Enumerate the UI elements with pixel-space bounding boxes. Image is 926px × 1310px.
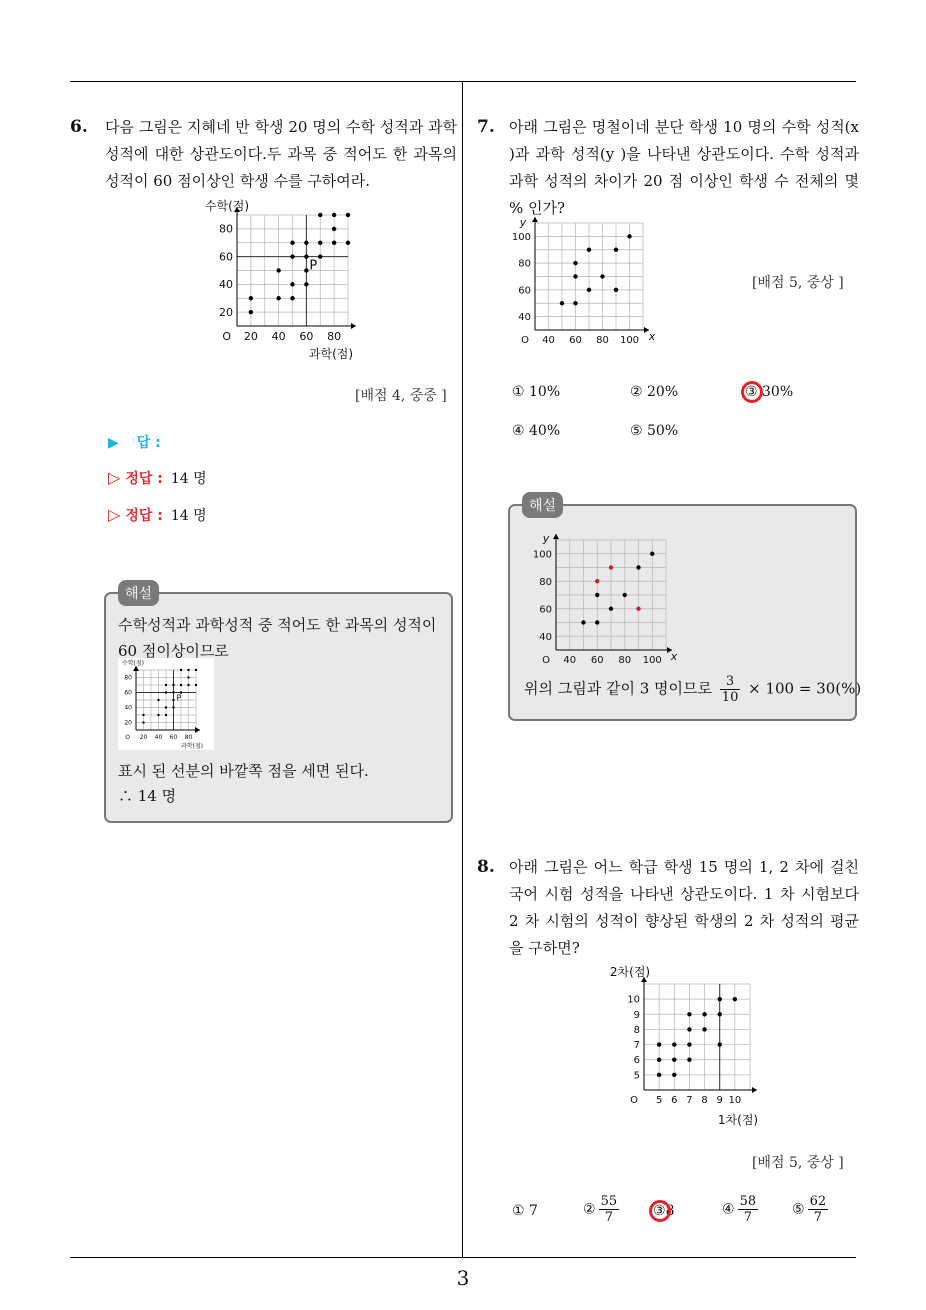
origin-label: O — [222, 330, 231, 343]
x-axis-label: 과학(점) — [308, 347, 354, 361]
q8-choice-5-den: 7 — [813, 1210, 822, 1225]
q8-choice-2-num: 55 — [600, 1194, 618, 1209]
x-tick-label: 40 — [563, 655, 577, 666]
data-point — [609, 607, 613, 611]
q7-choice-2[interactable]: ② 20% — [630, 384, 679, 400]
data-point — [702, 1027, 706, 1031]
x-tick-label: 100 — [619, 335, 640, 346]
q7-number: 7. — [477, 117, 495, 137]
y-tick-label: 5 — [633, 1070, 640, 1082]
data-point — [276, 296, 280, 300]
y-tick-label: 40 — [518, 312, 531, 324]
x-tick-label: 60 — [569, 335, 582, 346]
y-axis-label: 수학(점) — [204, 199, 250, 213]
data-point — [142, 721, 144, 723]
data-point — [165, 691, 167, 693]
q6-solution-line4: ∴ 14 명 — [118, 787, 177, 805]
q6-scatter-chart — [195, 195, 375, 365]
x-tick-label: 9 — [716, 1095, 723, 1106]
q8-question-text: 아래 그림은 어느 학급 학생 15 명의 1, 2 차에 걸친 국어 시험 성적을 나타낸 상관도이다. 1 차 시험보다 2 차 시험의 성적이 향상된 학생의 2 차 성적의 평균을 구하면? — [509, 858, 859, 957]
data-point — [172, 691, 174, 693]
x-tick-label: 7 — [686, 1095, 693, 1106]
data-point — [249, 310, 253, 314]
q8-choice-5-num: 62 — [809, 1194, 827, 1209]
top-rule — [70, 81, 856, 82]
q8-choice-3-value: 8 — [665, 1203, 675, 1219]
data-point — [573, 261, 577, 265]
q6-answer-text: 답 : — [136, 435, 161, 451]
y-tick-label: 80 — [219, 222, 233, 236]
y-tick-label: 80 — [518, 258, 531, 270]
data-point — [318, 241, 322, 245]
data-point — [573, 274, 577, 278]
y-axis-arrow-icon — [532, 217, 538, 222]
data-point — [573, 301, 577, 305]
x-axis-arrow-icon — [752, 1087, 757, 1093]
q8-choice-1-mark: ① — [512, 1203, 525, 1219]
q7-scatter-chart — [505, 214, 663, 352]
q8-choice-4[interactable] — [722, 1194, 761, 1225]
y-tick-label: 60 — [518, 285, 531, 297]
q6-correct-answer-2 — [108, 505, 207, 525]
x-tick-label: 80 — [596, 335, 609, 346]
x-axis-arrow-icon — [195, 727, 200, 733]
y-tick-label: 40 — [539, 631, 552, 643]
data-point — [687, 1058, 691, 1062]
data-point — [657, 1073, 661, 1077]
q6-number: 6. — [70, 117, 88, 137]
q6-solution-tag: 해설 — [118, 580, 159, 606]
origin-label: O — [542, 655, 550, 666]
q8-choice-2[interactable] — [583, 1194, 622, 1225]
data-point — [172, 684, 174, 686]
point-p-label: P — [176, 693, 182, 703]
data-point — [187, 669, 189, 671]
q6-question-text: 다음 그림은 지혜네 반 학생 20 명의 수학 성적과 과학 성적에 대한 상관도이다.두 과목 중 적어도 한 과목의 성적이 60 점이상인 학생 수를 구하여라. — [105, 118, 457, 190]
q8-choice-1-value: 7 — [529, 1203, 538, 1219]
y-axis-label: 2차(점) — [609, 965, 651, 979]
data-point — [587, 248, 591, 252]
data-point — [195, 684, 197, 686]
y-tick-label: 80 — [539, 576, 552, 588]
q7-choice-1[interactable]: ① 10% — [512, 384, 561, 400]
data-point — [180, 669, 182, 671]
data-point — [290, 296, 294, 300]
q6-correct-label-1: 정답 : — [125, 471, 163, 487]
q6-solution-line1: 수학성적과 과학성적 중 적어도 한 과목의 성적이 — [118, 616, 437, 634]
data-point — [187, 676, 189, 678]
q7-solution-tag: 해설 — [522, 492, 563, 518]
q6-solution-mini-chart — [118, 658, 214, 750]
q7-solution-fraction — [720, 674, 741, 705]
y-tick-label: 10 — [627, 994, 640, 1006]
triangle-outline-icon: ▷ — [108, 505, 121, 524]
data-point — [304, 282, 308, 286]
data-point — [587, 288, 591, 292]
data-point — [172, 699, 174, 701]
q8-choice-5[interactable] — [792, 1194, 831, 1225]
q8-scatter-chart — [600, 960, 770, 1132]
data-point — [672, 1058, 676, 1062]
data-point — [718, 1042, 722, 1046]
y-tick-label: 60 — [124, 689, 132, 697]
x-axis-label: x — [648, 330, 656, 343]
column-divider — [462, 81, 463, 1258]
origin-label: O — [125, 734, 130, 741]
highlighted-data-point — [636, 607, 640, 611]
data-point — [346, 241, 350, 245]
q8-choice-2-fraction — [599, 1194, 620, 1225]
data-point — [595, 620, 599, 624]
data-point — [332, 213, 336, 217]
bottom-rule — [70, 1257, 856, 1258]
q8-choice-4-den: 7 — [743, 1210, 752, 1225]
q7-choice-3[interactable]: ③ 30% — [745, 384, 794, 400]
q7-solution-scatter-chart — [518, 530, 678, 668]
q7-frac-den: 10 — [721, 690, 739, 705]
data-point — [687, 1027, 691, 1031]
origin-label: O — [630, 1095, 638, 1106]
triangle-outline-icon: ▷ — [108, 468, 121, 487]
y-axis-label: 수학(점) — [121, 660, 145, 667]
x-tick-label: 20 — [139, 734, 148, 741]
highlighted-data-point — [609, 565, 613, 569]
data-point — [304, 268, 308, 272]
q8-choice-4-fraction — [738, 1194, 759, 1225]
q6-solution-line3: 표시 된 선분의 바깥쪽 점을 세면 된다. — [118, 762, 369, 780]
data-point — [600, 274, 604, 278]
data-point — [346, 213, 350, 217]
data-point — [332, 241, 336, 245]
x-axis-label: x — [670, 650, 678, 663]
x-tick-label: 8 — [701, 1095, 708, 1106]
data-point — [318, 213, 322, 217]
y-tick-label: 60 — [219, 250, 233, 264]
q8-choice-1[interactable] — [512, 1203, 538, 1219]
q7-choice-5[interactable]: ⑤ 50% — [630, 423, 679, 439]
data-point — [560, 301, 564, 305]
q8-number: 8. — [477, 857, 495, 877]
y-tick-label: 60 — [539, 604, 552, 616]
x-tick-label: 40 — [271, 330, 286, 343]
q8-choice-5-fraction — [808, 1194, 829, 1225]
y-axis-arrow-icon — [553, 534, 559, 539]
y-tick-label: 8 — [633, 1024, 640, 1036]
data-point — [627, 234, 631, 238]
q8-choice-4-num: 58 — [739, 1194, 757, 1209]
x-tick-label: 5 — [655, 1095, 663, 1106]
data-point — [157, 714, 159, 716]
x-tick-label: 6 — [671, 1095, 678, 1106]
data-point — [195, 669, 197, 671]
q7-frac-num: 3 — [720, 674, 741, 690]
q8-score: [배점 5, 중상 ] — [752, 1155, 844, 1171]
x-tick-label: 10 — [728, 1095, 742, 1106]
data-point — [733, 997, 737, 1001]
y-axis-label: y — [542, 532, 550, 545]
x-tick-label: 60 — [169, 734, 178, 741]
data-point — [687, 1012, 691, 1016]
y-tick-label: 40 — [219, 278, 233, 292]
data-point — [687, 1042, 691, 1046]
data-point — [142, 714, 144, 716]
highlighted-data-point — [595, 579, 599, 583]
x-tick-label: 60 — [590, 655, 604, 666]
q6-correct-label-2: 정답 : — [125, 508, 163, 524]
y-tick-label: 20 — [219, 305, 233, 319]
q7-question-text: 아래 그림은 명철이네 분단 학생 10 명의 수학 성적(x )과 과학 성적(y )을 나타낸 상관도이다. 수학 성적과 과학 성적의 차이가 20 점 이상인 학생 수 전체의 몇 % 인가? — [509, 118, 859, 217]
data-point — [581, 620, 585, 624]
q6-correct-value-2: 14 명 — [170, 508, 207, 524]
x-tick-label: 60 — [299, 330, 314, 343]
q6-correct-value-1: 14 명 — [170, 471, 207, 487]
data-point — [672, 1073, 676, 1077]
x-tick-label: 100 — [642, 655, 662, 666]
data-point — [718, 1012, 722, 1016]
data-point — [276, 268, 280, 272]
q7-solution-suffix: × 100 = 30(%) — [748, 679, 862, 698]
y-tick-label: 80 — [124, 674, 132, 682]
data-point — [290, 254, 294, 258]
data-point — [614, 288, 618, 292]
data-point — [702, 1012, 706, 1016]
q6-answer-label — [108, 432, 161, 452]
data-point — [187, 684, 189, 686]
q6-score: [배점 4, 중중 ] — [355, 388, 447, 404]
play-arrow-icon: ▶ — [108, 435, 119, 451]
q8-choice-5-mark: ⑤ — [792, 1201, 805, 1218]
data-point — [304, 241, 308, 245]
data-point — [657, 1042, 661, 1046]
data-point — [249, 296, 253, 300]
x-axis-label: 과학(점) — [180, 743, 204, 750]
data-point — [595, 593, 599, 597]
q7-solution-prefix: 위의 그림과 같이 3 명이므로 — [524, 679, 713, 698]
q8-choice-2-den: 7 — [604, 1210, 613, 1225]
y-axis-label: y — [519, 216, 527, 229]
q7-solution-text — [524, 674, 861, 705]
data-point — [157, 699, 159, 701]
q7-selected-circle-mark — [741, 381, 763, 403]
data-point — [172, 706, 174, 708]
x-tick-label: 80 — [184, 734, 193, 741]
q6-correct-answer-1 — [108, 468, 207, 488]
y-tick-label: 7 — [633, 1040, 640, 1052]
q7-choice-4[interactable]: ④ 40% — [512, 423, 561, 439]
x-tick-label: 20 — [243, 330, 258, 343]
q6-solution-box — [104, 592, 453, 823]
x-tick-label: 40 — [542, 335, 555, 346]
q6-solution-line2: 60 점이상이므로 — [118, 642, 229, 660]
data-point — [614, 248, 618, 252]
data-point — [165, 684, 167, 686]
y-tick-label: 6 — [633, 1055, 640, 1067]
y-tick-label: 9 — [633, 1009, 640, 1021]
data-point — [290, 282, 294, 286]
data-point — [636, 565, 640, 569]
x-axis-label: 1차(점) — [717, 1113, 759, 1127]
data-point — [165, 714, 167, 716]
data-point — [718, 997, 722, 1001]
y-tick-label: 100 — [511, 231, 531, 243]
x-tick-label: 80 — [618, 655, 632, 666]
data-point — [623, 593, 627, 597]
point-p-label: P — [309, 258, 318, 274]
data-point — [318, 254, 322, 258]
page-number: 3 — [456, 1266, 470, 1290]
q7-solution-box — [508, 504, 862, 721]
data-point — [672, 1042, 676, 1046]
y-tick-label: 20 — [124, 719, 132, 727]
data-point — [180, 684, 182, 686]
q8-selected-circle-mark — [649, 1200, 671, 1222]
data-point — [165, 706, 167, 708]
data-point — [290, 241, 294, 245]
data-point — [657, 1058, 661, 1062]
x-tick-label: 80 — [327, 330, 342, 343]
data-point — [304, 254, 308, 258]
origin-label: O — [521, 335, 529, 346]
q8-choice-4-mark: ④ — [722, 1201, 735, 1218]
q7-score: [배점 5, 중상 ] — [752, 275, 844, 291]
x-tick-label: 40 — [154, 734, 163, 741]
data-point — [332, 227, 336, 231]
q8-choice-2-mark: ② — [583, 1201, 596, 1218]
data-point — [650, 552, 654, 556]
x-axis-arrow-icon — [351, 323, 356, 329]
y-tick-label: 100 — [532, 549, 552, 561]
q8-choice-3-mark: ③ — [653, 1203, 666, 1219]
y-tick-label: 40 — [124, 704, 132, 712]
